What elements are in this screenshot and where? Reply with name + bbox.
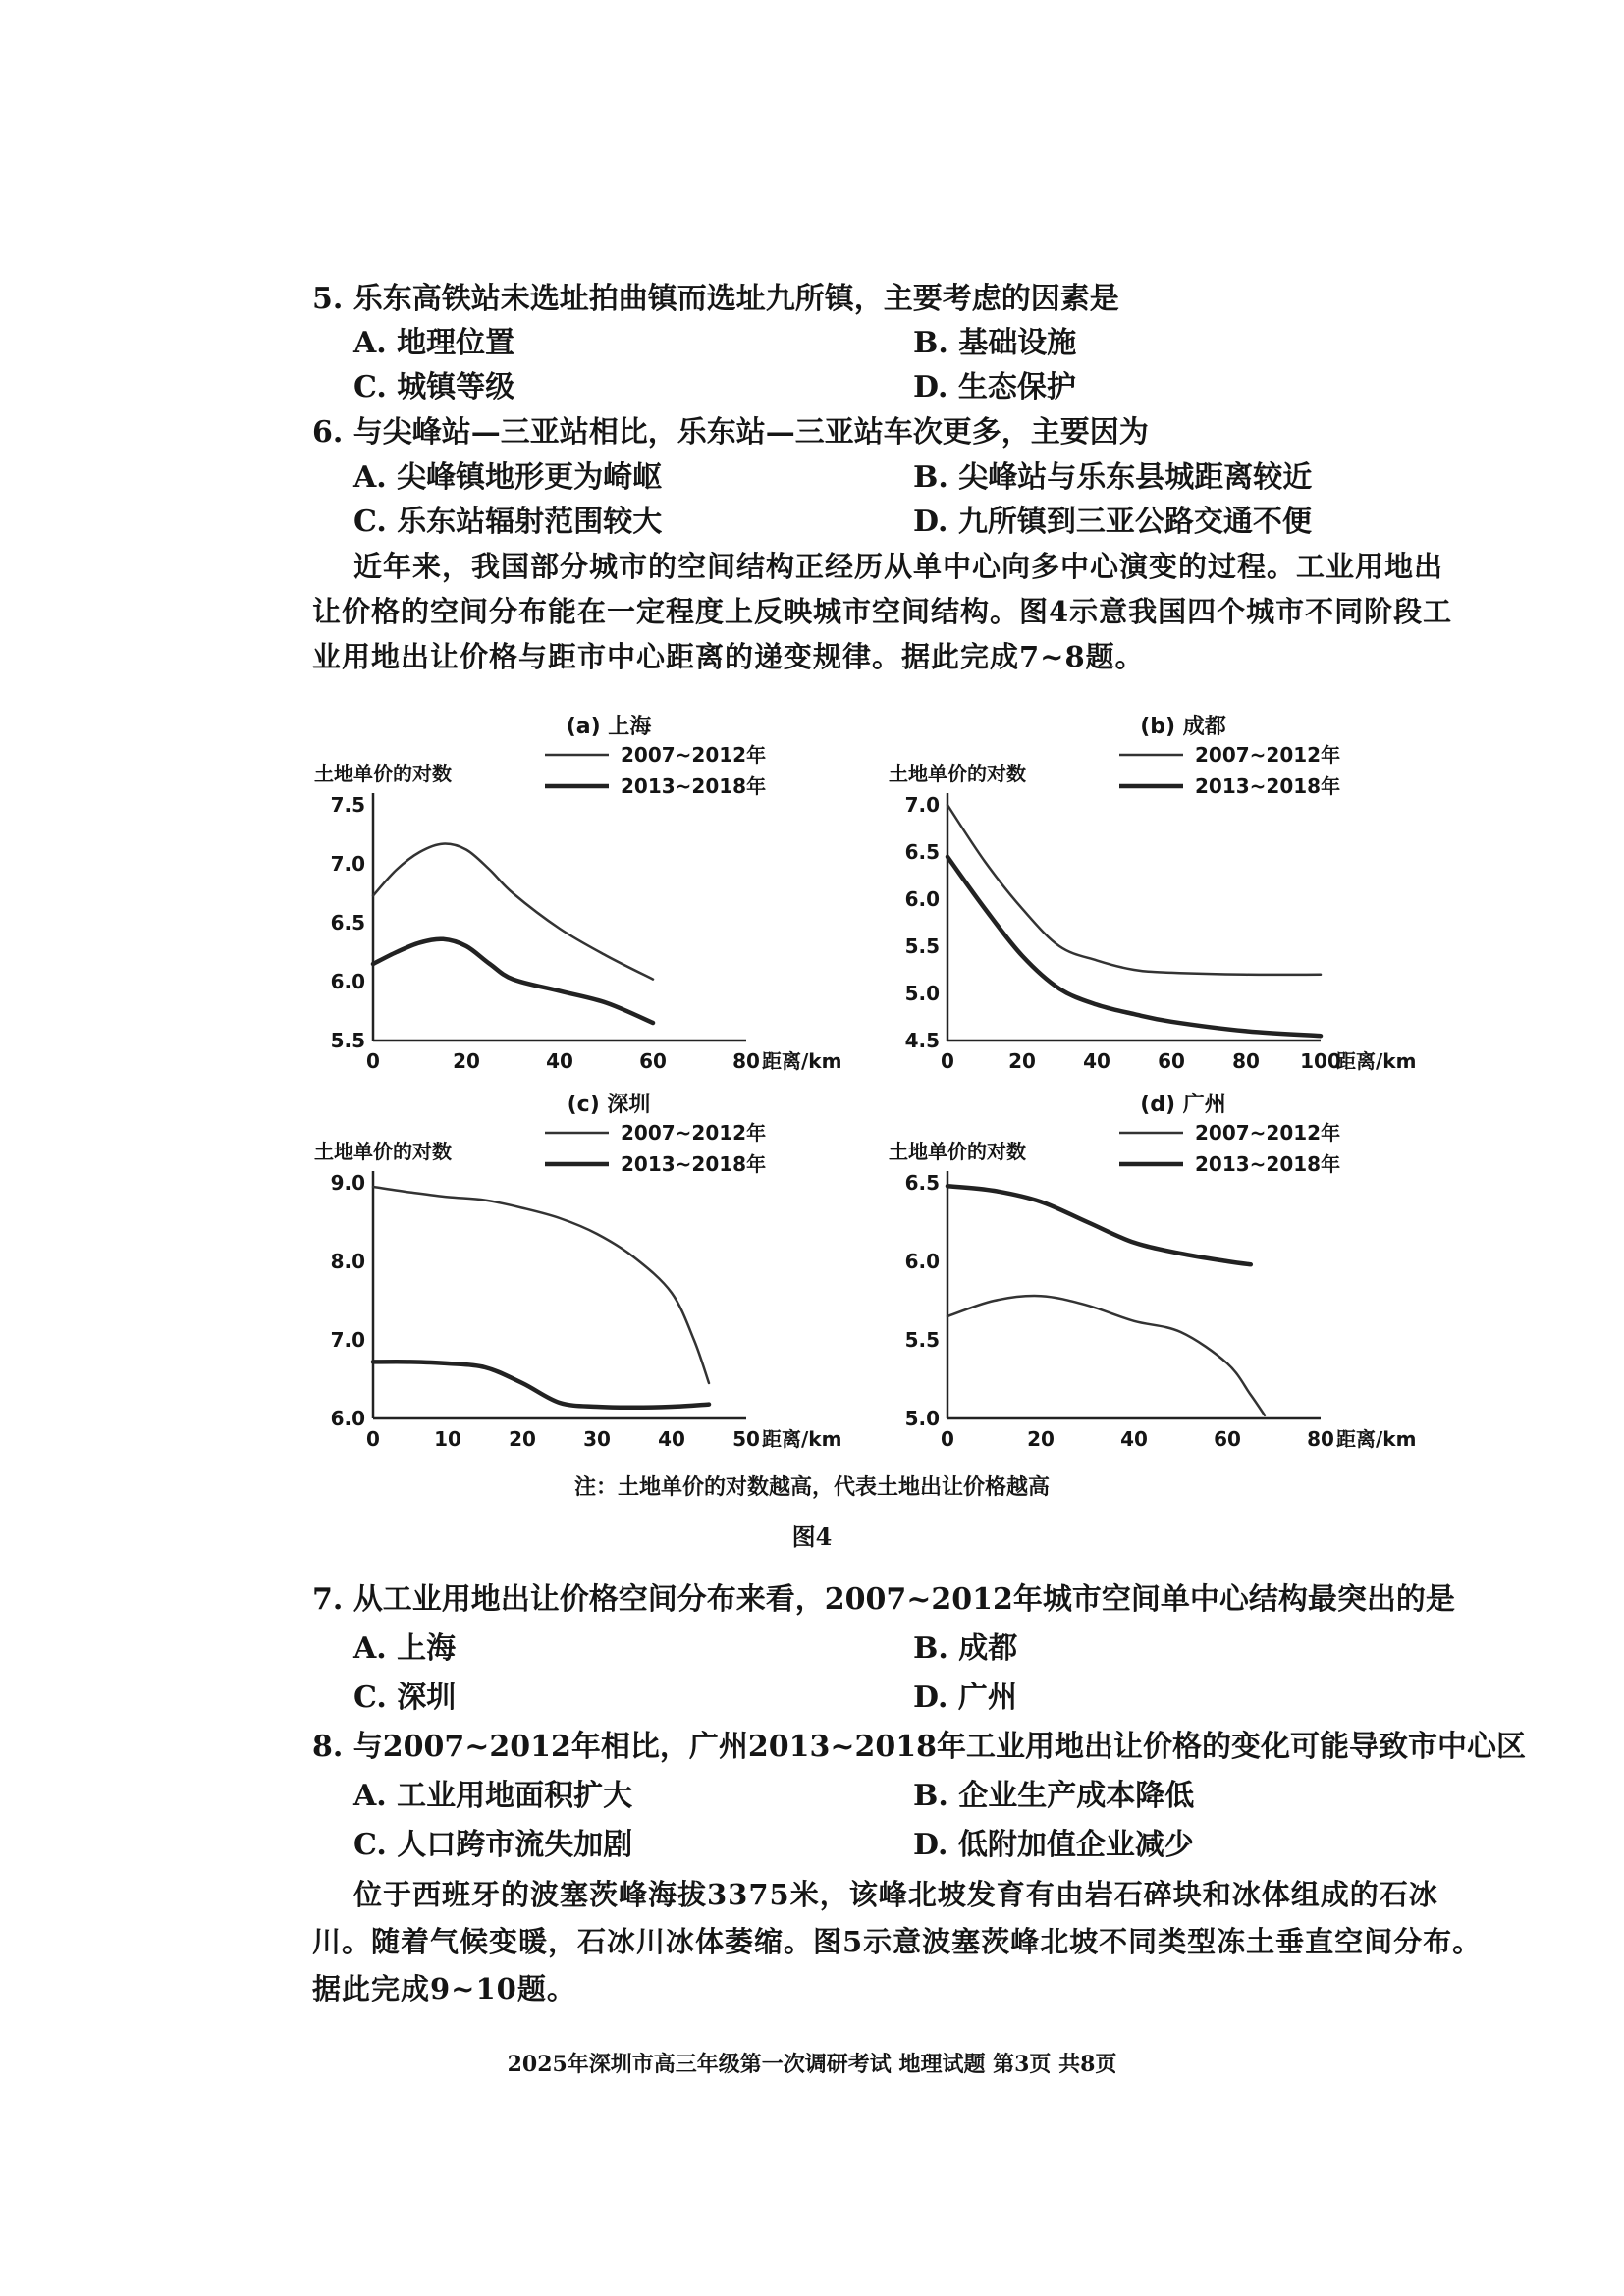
y-tick-label: 4.5 [904, 1029, 940, 1052]
x-tick-label: 40 [1120, 1427, 1148, 1451]
x-axis-label: 距离/km [762, 1049, 842, 1073]
x-tick-label: 80 [1307, 1427, 1334, 1451]
q5-option-b: B. 基础设施 [913, 326, 1077, 360]
chart-guangzhou [889, 1090, 1438, 1463]
series-line [373, 1362, 709, 1408]
q8-option-c: C. 人口跨市流失加剧 [353, 1828, 633, 1862]
q7-option-d: D. 广州 [913, 1681, 1017, 1715]
x-tick-label: 0 [941, 1427, 954, 1451]
chart-title: (d) 广州 [1140, 1093, 1226, 1117]
series-line [947, 1296, 1265, 1415]
q5-option-a: A. 地理位置 [353, 326, 515, 360]
q5-option-c: C. 城镇等级 [353, 370, 515, 404]
x-tick-label: 60 [639, 1049, 667, 1073]
y-tick-label: 8.0 [330, 1250, 365, 1273]
x-tick-label: 0 [366, 1049, 380, 1073]
y-tick-label: 6.0 [904, 1250, 940, 1273]
y-axis-label: 土地单价的对数 [889, 1140, 1026, 1163]
intro78-line-2: 让价格的空间分布能在一定程度上反映城市空间结构。图4示意我国四个城市不同阶段工 [312, 595, 1453, 628]
q8-option-a: A. 工业用地面积扩大 [353, 1779, 633, 1813]
x-tick-label: 60 [1214, 1427, 1241, 1451]
y-tick-label: 6.5 [904, 1171, 940, 1195]
q6-option-b: B. 尖峰站与乐东县城距离较近 [913, 460, 1313, 495]
x-tick-label: 80 [1232, 1049, 1260, 1073]
x-tick-label: 20 [1027, 1427, 1055, 1451]
y-tick-label: 5.5 [904, 1328, 940, 1352]
x-tick-label: 0 [941, 1049, 954, 1073]
x-tick-label: 100 [1300, 1049, 1341, 1073]
q6-option-d: D. 九所镇到三亚公路交通不便 [913, 505, 1312, 539]
intro78-line-3: 业用地出让价格与距市中心距离的递变规律。据此完成7~8题。 [312, 640, 1145, 673]
q7-option-c: C. 深圳 [353, 1681, 457, 1715]
intro910-line-3: 据此完成9~10题。 [312, 1972, 576, 2005]
y-tick-label: 9.0 [330, 1171, 365, 1195]
y-tick-label: 5.5 [330, 1029, 365, 1052]
legend-label: 2007~2012年 [1195, 743, 1341, 767]
y-axis-label: 土地单价的对数 [889, 762, 1026, 785]
q8-option-b: B. 企业生产成本降低 [913, 1779, 1195, 1813]
legend-label: 2007~2012年 [621, 743, 767, 767]
legend-label: 2013~2018年 [621, 774, 767, 798]
x-tick-label: 80 [732, 1049, 760, 1073]
x-tick-label: 20 [453, 1049, 480, 1073]
q7-stem: 7. 从工业用地出让价格空间分布来看，2007~2012年城市空间单中心结构最突出的是 [312, 1582, 1455, 1617]
y-tick-label: 7.0 [904, 793, 940, 817]
x-tick-label: 0 [366, 1427, 380, 1451]
y-tick-label: 6.5 [330, 911, 365, 934]
x-tick-label: 20 [1008, 1049, 1036, 1073]
y-tick-label: 6.0 [330, 1407, 365, 1430]
series-line [947, 1186, 1251, 1264]
x-tick-label: 60 [1158, 1049, 1185, 1073]
intro910-line-1: 位于西班牙的波塞茨峰海拔3375米，该峰北坡发育有由岩石碎块和冰体组成的石冰 [353, 1878, 1438, 1911]
legend-label: 2007~2012年 [621, 1121, 767, 1145]
legend-label: 2007~2012年 [1195, 1121, 1341, 1145]
x-tick-label: 20 [509, 1427, 536, 1451]
q6-option-c: C. 乐东站辐射范围较大 [353, 505, 663, 539]
figure-note: 注：土地单价的对数越高，代表土地出让价格越高 [573, 1474, 1050, 1500]
x-tick-label: 40 [1083, 1049, 1110, 1073]
x-axis-label: 距离/km [762, 1427, 842, 1451]
y-axis-label: 土地单价的对数 [314, 762, 452, 785]
legend-label: 2013~2018年 [621, 1152, 767, 1176]
q8-option-d: D. 低附加值企业减少 [913, 1828, 1194, 1862]
q6-option-a: A. 尖峰镇地形更为崎岖 [353, 460, 663, 495]
x-axis-label: 距离/km [1336, 1427, 1417, 1451]
y-tick-label: 5.5 [904, 934, 940, 958]
x-tick-label: 40 [546, 1049, 573, 1073]
intro78-line-1: 近年来，我国部分城市的空间结构正经历从单中心向多中心演变的过程。工业用地出 [353, 550, 1444, 583]
y-tick-label: 5.0 [904, 982, 940, 1005]
x-axis-label: 距离/km [1336, 1049, 1417, 1073]
y-tick-label: 6.0 [330, 970, 365, 993]
chart-title: (c) 深圳 [567, 1093, 651, 1117]
q5-stem: 5. 乐东高铁站未选址拍曲镇而选址九所镇，主要考虑的因素是 [312, 282, 1119, 316]
x-tick-label: 30 [583, 1427, 611, 1451]
y-tick-label: 5.0 [904, 1407, 940, 1430]
series-line [947, 805, 1321, 975]
q7-option-a: A. 上海 [353, 1631, 457, 1666]
intro910-line-2: 川。随着气候变暖，石冰川冰体萎缩。图5示意波塞茨峰北坡不同类型冻土垂直空间分布。 [312, 1925, 1483, 1958]
y-tick-label: 6.0 [904, 887, 940, 911]
chart-title: (b) 成都 [1140, 715, 1226, 739]
legend-label: 2013~2018年 [1195, 774, 1341, 798]
y-axis-label: 土地单价的对数 [314, 1140, 452, 1163]
x-tick-label: 50 [732, 1427, 760, 1451]
q5-option-d: D. 生态保护 [913, 370, 1076, 404]
x-tick-label: 10 [434, 1427, 461, 1451]
page-footer: 2025年深圳市高三年级第一次调研考试 地理试题 第3页 共8页 [507, 2052, 1117, 2077]
series-line [947, 857, 1321, 1036]
q7-option-b: B. 成都 [913, 1631, 1018, 1666]
series-line [373, 844, 653, 980]
y-tick-label: 7.5 [330, 793, 365, 817]
y-tick-label: 6.5 [904, 840, 940, 864]
q6-stem: 6. 与尖峰站—三亚站相比，乐东站—三亚站车次更多，主要因为 [312, 415, 1149, 450]
series-line [373, 1187, 709, 1383]
x-tick-label: 40 [658, 1427, 685, 1451]
legend-label: 2013~2018年 [1195, 1152, 1341, 1176]
y-tick-label: 7.0 [330, 852, 365, 876]
chart-title: (a) 上海 [566, 715, 652, 739]
chart-shenzhen [314, 1090, 864, 1463]
chart-shanghai [314, 712, 864, 1085]
y-tick-label: 7.0 [330, 1328, 365, 1352]
q8-stem: 8. 与2007~2012年相比，广州2013~2018年工业用地出让价格的变化可能导致市中心区 [312, 1730, 1527, 1764]
series-line [373, 939, 653, 1023]
chart-chengdu [889, 712, 1438, 1085]
figure-label: 图4 [791, 1522, 833, 1551]
